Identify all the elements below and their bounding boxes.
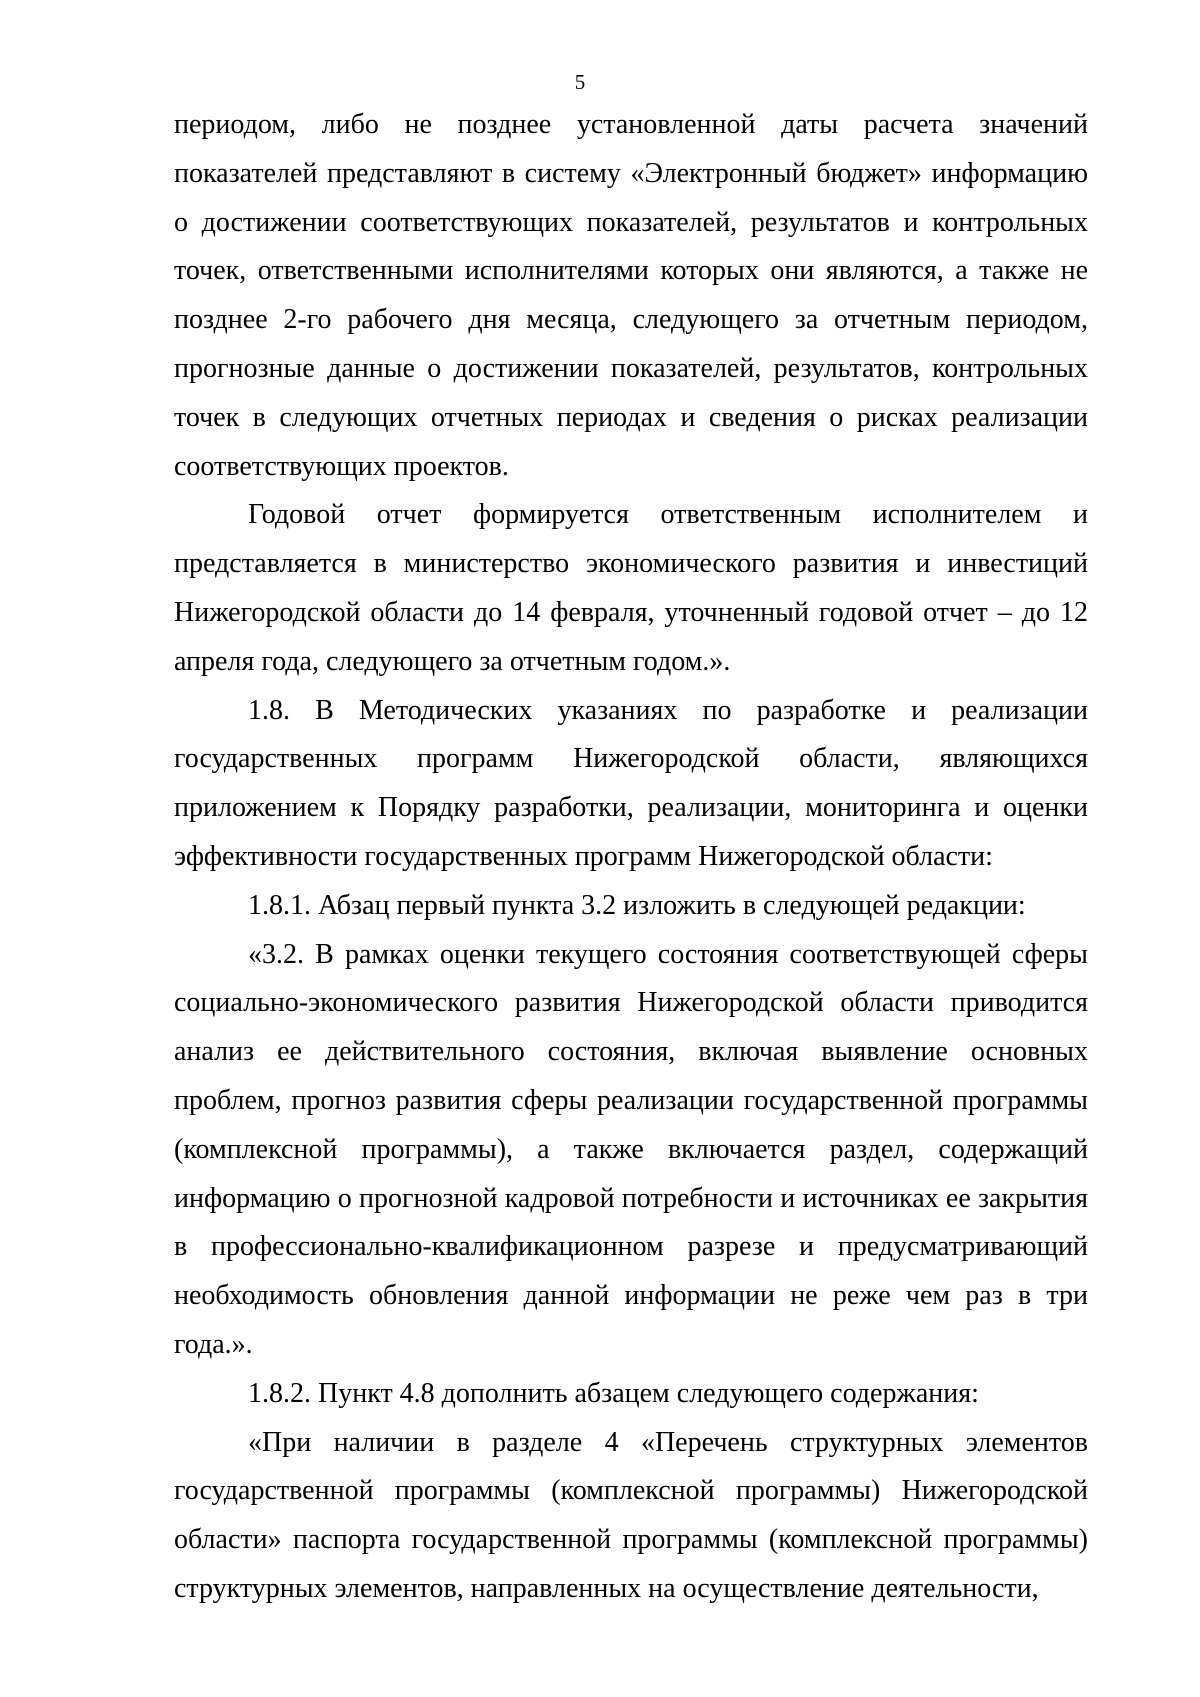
- document-body: [174, 101, 1088, 1614]
- paragraph-annual-report: Годовой отчет формируется ответственным исполнителем и представляется в министерство экономического развития и инвестиций Нижегородской области до 14 февраля, уточненный годовой отчет – до 12 апреля года, следующего за отчетным годом.».: [174, 499, 1088, 677]
- paragraph-item-1-8: 1.8. В Методических указаниях по разработке и реализации государственных программ Нижегородской области, являющихся приложением к Порядку разработки, реализации, мониторинга и оценки эффективности государственных программ Нижегородской области:: [174, 694, 1088, 872]
- page-number: 5: [574, 70, 586, 94]
- paragraph-item-1-8-2: 1.8.2. Пункт 4.8 дополнить абзацем следующего содержания:: [248, 1377, 979, 1409]
- paragraph-item-1-8-1: 1.8.1. Абзац первый пункта 3.2 изложить в следующей редакции:: [248, 889, 1026, 921]
- paragraph-continuation-reporting: периодом, либо не позднее установленной даты расчета значений показателей представляют в систему «Электронный бюджет» информацию о достижении соответствующих показателей, результатов и контрольных точек, ответственными исполнителями которых они являются, а также не позднее 2-го рабочего дня месяца, следующего за отчетным периодом, прогнозные данные о достижении показателей, результатов, контрольных точек в следующих отчетных периодах и сведения о рисках реализации соответствующих проектов.: [174, 109, 1088, 482]
- paragraph-quoted-section-4: «При наличии в разделе 4 «Перечень структурных элементов государственной программы (комплексной программы) Нижегородской области» паспорта государственной программы (комплексной программы) структурных элементов, направленных на осуществление деятельности,: [174, 1426, 1088, 1604]
- paragraph-quoted-3-2: «3.2. В рамках оценки текущего состояния соответствующей сферы социально-экономического развития Нижегородской области приводится анализ ее действительного состояния, включая выявление основных проблем, прогноз развития сферы реализации государственной программы (комплексной программы), а также включается раздел, содержащий информацию о прогнозной кадровой потребности и источниках ее закрытия в профессионально-квалификационном разрезе и предусматривающий необходимость обновления данной информации не реже чем раз в три года.».: [174, 938, 1088, 1360]
